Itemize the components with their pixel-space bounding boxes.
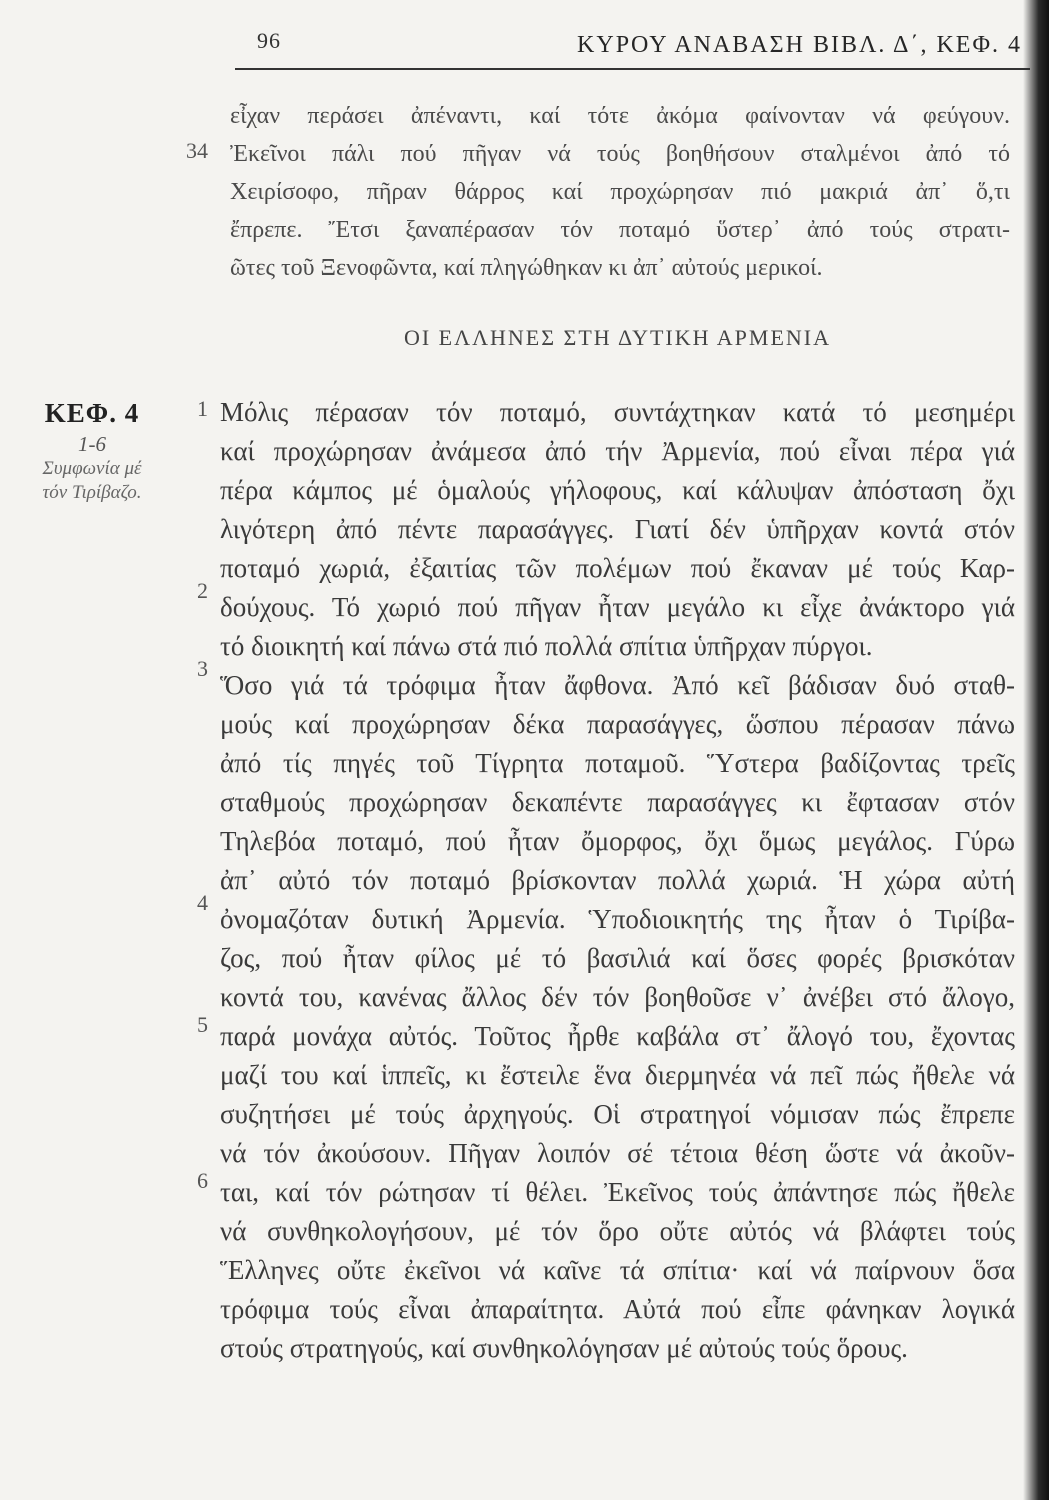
paragraph-number: 4 [197,890,208,915]
paragraph-number: 3 [197,656,208,681]
margin-range: 1-6 [78,432,106,456]
text-line: καί προχώρησαν ἀνάμεσα ἀπό τήν Ἀρμενία, πού εἶναι πέρα γιά [220,436,1015,466]
text-line: δούχους. Τό χωριό πού πῆγαν ἦταν μεγάλο κι εἶχε ἀνάκτορο γιά [220,592,1015,622]
text-line: ῶτες τοῦ Ξενοφῶντα, καί πληγώθηκαν κι ἀπ᾽ αὐτούς μερικοί. [230,255,823,281]
margin-summary-line: Συμφωνία μέ [42,458,142,479]
text-line: Ἕλληνες οὔτε ἐκεῖνοι νά καῖνε τά σπίτια· καί νά παίρνουν ὅσα [220,1255,1015,1285]
text-line: νά συνθηκολογήσουν, μέ τόν ὅρο οὔτε αὐτός νά βλάφτει τούς [220,1216,1015,1246]
page-number: 96 [257,28,281,53]
section-heading: ΟΙ ΕΛΛΗΝΕΣ ΣΤΗ ΔΥΤΙΚΗ ΑΡΜΕΝΙΑ [403,325,832,350]
text-line: Τηλεβόα ποταμό, πού ἦταν ὄμορφος, ὄχι ὅμως μεγάλος. Γύρω [220,826,1015,856]
text-line: Ὅσο γιά τά τρόφιμα ἦταν ἄφθονα. Ἀπό κεῖ βάδισαν δυό σταθ- [220,670,1015,700]
margin-chapter: ΚΕΦ. 4 [44,398,140,428]
text-line: ζος, πού ἦταν φίλος μέ τό βασιλιά καί ὅσες φορές βρισκόταν [220,943,1015,973]
text-line: πέρα κάμπος μέ ὁμαλούς γήλοφους, καί κάλυψαν ἀπόσταση ὄχι [220,475,1015,505]
header-rule [235,68,1030,70]
text-line: λιγότερη ἀπό πέντε παρασάγγες. Γιατί δέν ὑπῆρχαν κοντά στόν [220,514,1015,544]
text-line: μούς καί προχώρησαν δέκα παρασάγγες, ὥσπου πέρασαν πάνω [220,709,1015,739]
margin-note [12,395,172,505]
page-header [235,28,1030,68]
text-line: παρά μονάχα αὐτός. Τοῦτος ἦρθε καβάλα στ᾽ ἄλογό του, ἔχοντας [220,1021,1015,1051]
text-line: μαζί του καί ἱππεῖς, κι ἔστειλε ἕνα διερμηνέα νά πεῖ πώς ἤθελε νά [220,1060,1015,1090]
text-line: ὀνομαζόταν δυτική Ἀρμενία. Ὑποδιοικητής της ἦταν ὁ Τιρίβα- [220,904,1015,934]
text-line: κοντά του, κανένας ἄλλος δέν τόν βοηθοῦσε ν᾽ ἀνέβει στό ἄλογο, [220,982,1015,1012]
running-head: ΚΥΡΟΥ ΑΝΑΒΑΣΗ ΒΙΒΛ. Δ΄, ΚΕΦ. 4 [577,32,1022,58]
text-line: νά τόν ἀκούσουν. Πῆγαν λοιπόν σέ τέτοια θέση ὥστε νά ἀκοῦν- [220,1138,1015,1168]
text-line: Χειρίσοφο, πῆραν θάρρος καί προχώρησαν πιό μακριά ἀπ᾽ ὅ,τι [230,179,1010,205]
text-line: ποταμό χωριά, ἐξαιτίας τῶν πολέμων πού ἔκαναν μέ τούς Καρ- [220,553,1015,583]
text-line: Μόλις πέρασαν τόν ποταμό, συντάχτηκαν κατά τό μεσημέρι [220,397,1015,427]
text-line: ἀπ᾽ αὐτό τόν ποταμό βρίσκονταν πολλά χωριά. Ἡ χώρα αὐτή [220,865,1015,895]
paragraph-number: 34 [186,138,208,163]
text-line: τό διοικητή καί πάνω στά πιό πολλά σπίτια ὑπῆρχαν πύργοι. [220,631,873,661]
text-line: εἶχαν περάσει ἀπέναντι, καί τότε ἀκόμα φαίνονταν νά φεύγουν. [230,103,1010,129]
scan-page-edge [1023,0,1049,1500]
margin-summary-line: τόν Τιρίβαζο. [42,482,142,503]
text-line: Ἐκεῖνοι πάλι πού πῆγαν νά τούς βοηθήσουν σταλμένοι ἀπό τό [230,141,1010,167]
text-line: στούς στρατηγούς, καί συνθηκολόγησαν μέ αὐτούς τούς ὅρους. [220,1333,908,1363]
paragraph-number: 2 [197,578,208,603]
paragraph-number: 6 [197,1168,208,1193]
paragraph-number: 1 [197,396,208,421]
paragraph-number: 5 [197,1012,208,1037]
text-line: σταθμούς προχώρησαν δεκαπέντε παρασάγγες κι ἔφτασαν στόν [220,787,1015,817]
text-line: συζητήσει μέ τούς ἀρχηγούς. Οἱ στρατηγοί νόμισαν πώς ἔπρεπε [220,1099,1015,1129]
text-line: τρόφιμα τούς εἶναι ἀπαραίτητα. Αὐτά πού εἶπε φάνηκαν λογικά [220,1294,1015,1324]
text-line: ἀπό τίς πηγές τοῦ Τίγρητα ποταμοῦ. Ὕστερα βαδίζοντας τρεῖς [220,748,1015,778]
text-line: ἔπρεπε. Ἔτσι ξαναπέρασαν τόν ποταμό ὕστερ᾽ ἀπό τούς στρατι- [230,217,1010,243]
text-line: ται, καί τόν ρώτησαν τί θέλει. Ἐκεῖνος τούς ἀπάντησε πώς ἤθελε [220,1177,1015,1207]
